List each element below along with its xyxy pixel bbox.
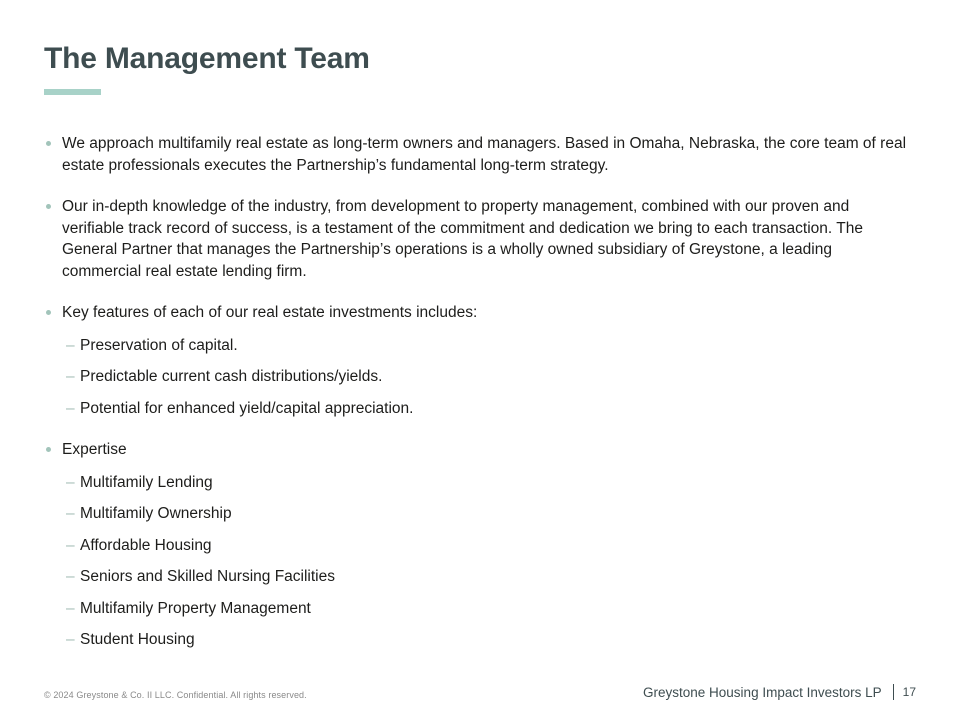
sub-bullet-text: Affordable Housing <box>80 536 212 554</box>
slide-header <box>44 42 912 95</box>
sub-bullet-item <box>66 398 912 420</box>
bullet-item <box>44 302 912 419</box>
sub-bullet-item <box>66 366 912 388</box>
bullet-row <box>44 133 912 176</box>
sub-bullet-text: Predictable current cash distributions/yields. <box>80 368 383 385</box>
sub-bullet-item <box>66 472 912 494</box>
dash-icon: – <box>66 473 75 491</box>
sub-bullet-text: Student Housing <box>80 631 195 648</box>
sub-bullet-item <box>66 598 912 620</box>
bullet-item <box>44 133 912 176</box>
bullet-dot-icon <box>44 302 62 324</box>
sub-bullet-item <box>66 629 912 651</box>
bullet-text: Expertise <box>62 441 127 458</box>
sub-bullet-item <box>66 335 912 357</box>
sub-bullet-item <box>66 503 912 525</box>
bullet-item <box>44 196 912 282</box>
sub-bullet-text: Multifamily Property Management <box>80 599 311 617</box>
page-number: 17 <box>902 685 916 699</box>
dash-icon: – <box>66 599 75 617</box>
bullet-row <box>44 302 912 324</box>
bullet-dot-icon <box>44 133 62 155</box>
sub-bullet-list <box>66 335 912 420</box>
sub-bullet-text: Potential for enhanced yield/capital appreciation. <box>80 399 414 417</box>
bullet-item <box>44 439 912 651</box>
sub-bullet-list <box>66 472 912 651</box>
dash-icon: – <box>66 631 75 648</box>
bullet-row <box>44 196 912 282</box>
title-accent-bar <box>44 89 101 95</box>
bullet-text: Our in-depth knowledge of the industry, from development to property management, combined with our proven and verifiable track record of success, is a testament of the commitment and dedication we bring to each transaction. The General Partner that manages the Partnership’s operations is a wholly owned subsidiary of Greystone, a leading commercial real estate lending firm. <box>62 198 863 280</box>
footer-brand: Greystone Housing Impact Investors LP <box>643 684 882 700</box>
copyright-text: © 2024 Greystone & Co. II LLC. Confidential. All rights reserved. <box>44 690 307 700</box>
sub-bullet-item <box>66 566 912 588</box>
bullet-text: We approach multifamily real estate as long-term owners and managers. Based in Omaha, Nebraska, the core team of real estate professionals executes the Partnership’s fundamental long-term strategy. <box>62 135 907 174</box>
footer-separator <box>893 684 894 700</box>
dash-icon: – <box>66 336 75 354</box>
page-title: The Management Team <box>44 42 370 75</box>
dash-icon: – <box>66 399 75 417</box>
sub-bullet-text: Multifamily Lending <box>80 473 213 491</box>
sub-bullet-text: Preservation of capital. <box>80 336 238 354</box>
slide-footer <box>44 684 916 700</box>
dash-icon: – <box>66 505 75 522</box>
bullet-text: Key features of each of our real estate investments includes: <box>62 304 478 321</box>
bullet-list <box>44 133 912 671</box>
bullet-row <box>44 439 912 461</box>
bullet-dot-icon <box>44 439 62 461</box>
dash-icon: – <box>66 568 75 585</box>
dash-icon: – <box>66 368 75 385</box>
bullet-dot-icon <box>44 196 62 218</box>
sub-bullet-text: Multifamily Ownership <box>80 505 232 522</box>
dash-icon: – <box>66 536 75 554</box>
sub-bullet-item <box>66 535 912 557</box>
sub-bullet-text: Seniors and Skilled Nursing Facilities <box>80 568 336 585</box>
footer-brand-block <box>643 684 916 700</box>
